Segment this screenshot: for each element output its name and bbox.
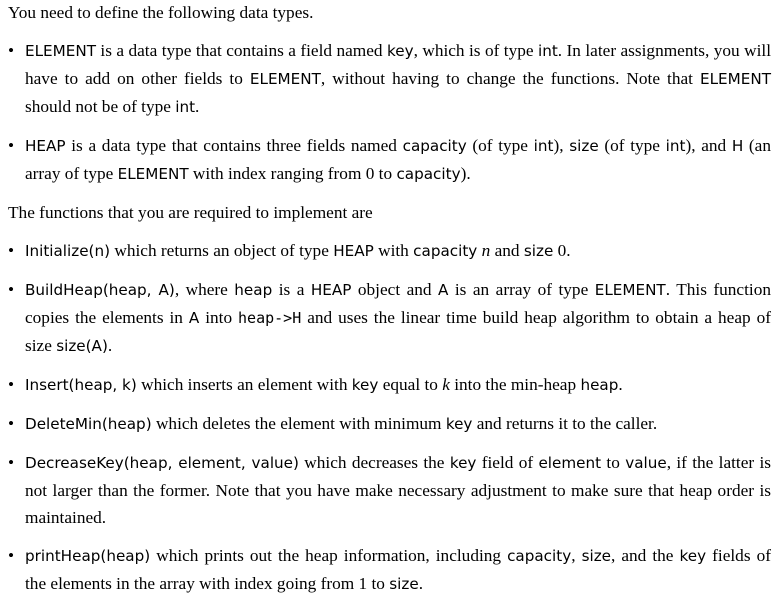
list-item-initialize: • Initialize(n) which returns an object of type HEAP with capacity n and size 0. xyxy=(8,237,771,265)
type-name-int: int xyxy=(665,137,686,155)
type-name-element: ELEMENT xyxy=(700,70,771,88)
field-name-key: key xyxy=(386,42,414,60)
list-item-deletemin: • DeleteMin(heap) which deletes the element with minimum key and returns it to the caller. xyxy=(8,410,771,438)
type-name-element: ELEMENT xyxy=(249,70,321,88)
list-item-decreasekey: • DecreaseKey(heap, element, value) which decreases the key field of element to value, if the latter is not larger than the former. Note that you have make necessary adjustment to make sure that heap order is maintained. xyxy=(8,449,771,531)
list-item-buildheap: • BuildHeap(heap, A), where heap is a HEAP object and A is an array of type ELEMENT. This function copies the elements in A into heap->H and uses the linear time build heap algorithm to obtain a heap of size size(A). xyxy=(8,276,771,360)
data-types-list xyxy=(8,37,771,188)
field-name-size: size xyxy=(569,137,599,155)
bullet-icon: • xyxy=(8,280,15,299)
field-name-h: H xyxy=(731,137,744,155)
function-signature: Insert(heap, k) xyxy=(25,376,137,394)
bullet-icon: • xyxy=(8,241,15,260)
bullet-icon: • xyxy=(8,41,15,60)
function-signature: printHeap(heap) xyxy=(25,547,151,565)
type-name-int: int xyxy=(537,42,558,60)
type-name-element: ELEMENT xyxy=(117,165,189,183)
type-name-int: int xyxy=(175,98,196,116)
code-heap-h: heap->H xyxy=(238,309,302,327)
math-variable-n: n xyxy=(481,241,491,260)
function-signature: DecreaseKey(heap, element, value) xyxy=(25,454,299,472)
field-name-capacity: capacity xyxy=(396,165,461,183)
function-signature: DeleteMin(heap) xyxy=(25,415,152,433)
type-name-int: int xyxy=(533,137,554,155)
bullet-icon: • xyxy=(8,453,15,472)
functions-list xyxy=(8,237,771,598)
bullet-icon: • xyxy=(8,414,15,433)
function-signature: BuildHeap(heap, A) xyxy=(25,281,175,299)
bullet-icon: • xyxy=(8,375,15,394)
math-variable-k: k xyxy=(442,375,450,394)
type-name-heap: HEAP xyxy=(25,137,66,155)
list-item-insert: • Insert(heap, k) which inserts an element with key equal to k into the min-heap heap. xyxy=(8,371,771,399)
intro-text: You need to define the following data types. xyxy=(8,3,314,22)
type-name-element: ELEMENT xyxy=(25,42,96,60)
list-item-element-type: • ELEMENT is a data type that contains a field named key, which is of type int. In later assignments, you will have to add on other fields to ELEMENT, without having to change the functions. Note that ELEMENT should not be of type int. xyxy=(8,37,771,121)
bullet-icon: • xyxy=(8,546,15,565)
list-item-heap-type: • HEAP is a data type that contains three fields named capacity (of type int), size (of type int), and H (an array of type ELEMENT with index ranging from 0 to capacity). xyxy=(8,132,771,188)
bullet-icon: • xyxy=(8,136,15,155)
field-name-capacity: capacity xyxy=(402,137,467,155)
function-signature: Initialize(n) xyxy=(25,242,111,260)
functions-intro-text: The functions that you are required to implement are xyxy=(8,203,373,222)
list-item-printheap: • printHeap(heap) which prints out the heap information, including capacity, size, and the key fields of the elements in the array with index going from 1 to size. xyxy=(8,542,771,598)
